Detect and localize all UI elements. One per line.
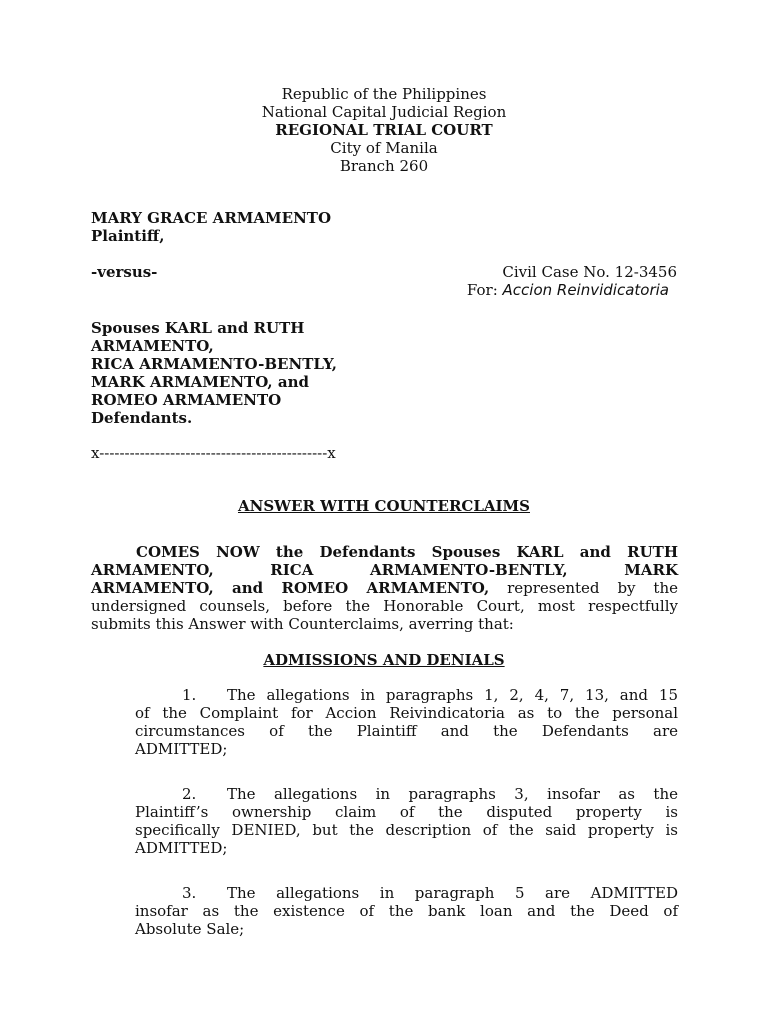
defendants-line: ARMAMENTO, [91,337,214,355]
paragraph-number: 3. [182,884,197,902]
intro-line: undersigned counsels, before the Honorable Court, most respectfully [91,597,678,615]
caption-city: City of Manila [330,139,438,157]
section-title: ADMISSIONS AND DENIALS [263,651,505,669]
paragraph-line: specifically DENIED, but the description of the said property is [135,821,678,839]
court-caption [0,85,768,175]
defendants-line: MARK ARMAMENTO, and [91,373,309,391]
case-info [502,263,677,281]
intro-bold-names: ARMAMENTO, and ROMEO ARMAMENTO, [91,579,490,597]
defendants-line: Spouses KARL and RUTH [91,319,305,337]
caption-divider: x---------------------------------------------x [91,444,336,462]
paragraph-line: circumstances of the Plaintiff and the Defendants are [135,722,678,740]
paragraph-line: of the Complaint for Accion Reivindicatoria as to the personal [135,704,678,722]
plaintiff-name: MARY GRACE ARMAMENTO [91,209,332,227]
intro-paragraph [91,543,678,633]
paragraph-line: Plaintiff’s ownership claim of the disputed property is [135,803,678,821]
versus-label: -versus- [91,263,158,281]
paragraph-line: Absolute Sale; [135,920,245,938]
caption-court: REGIONAL TRIAL COURT [275,121,493,139]
paragraph-number: 1. [182,686,197,704]
defendants-line: ROMEO ARMAMENTO [91,391,282,409]
paragraph-text: The allegations in paragraphs 1, 2, 4, 7, 13, and 15 [227,686,678,704]
paragraph-line [135,884,678,902]
document-title: ANSWER WITH COUNTERCLAIMS [237,497,530,515]
case-for [467,281,669,299]
paragraph-1 [135,686,678,758]
paragraph-line [135,686,678,704]
defendants-block [91,319,337,427]
paragraph-text: The allegations in paragraph 5 are ADMITTED [227,884,678,902]
paragraph-line [135,785,678,803]
case-number: Civil Case No. 12-3456 [502,263,677,281]
paragraph-line: insofar as the existence of the bank loan and the Deed of [135,902,678,920]
paragraph-number: 2. [182,785,197,803]
intro-text: represented by the [489,579,679,597]
paragraph-2 [135,785,678,857]
intro-line: submits this Answer with Counterclaims, averring that: [91,615,514,633]
paragraph-text: The allegations in paragraphs 3, insofar as the [227,785,678,803]
intro-line: COMES NOW the Defendants Spouses KARL and RUTH [136,543,678,561]
caption-republic: Republic of the Philippines [281,85,487,103]
paragraph-line: ADMITTED; [135,740,228,758]
case-for-value: Accion Reinvidicatoria [502,281,669,299]
defendants-line: Defendants. [91,409,193,427]
plaintiff-block [91,209,331,245]
caption-branch: Branch 260 [339,157,429,175]
defendants-line: RICA ARMAMENTO-BENTLY, [91,355,337,373]
intro-line [91,579,678,597]
case-for-label: For: [466,281,498,299]
caption-region: National Capital Judicial Region [261,103,507,121]
paragraph-3 [135,884,678,938]
plaintiff-role: Plaintiff, [91,227,165,245]
intro-line: ARMAMENTO, RICA ARMAMENTO-BENTLY, MARK [91,561,678,579]
paragraph-line: ADMITTED; [135,839,228,857]
